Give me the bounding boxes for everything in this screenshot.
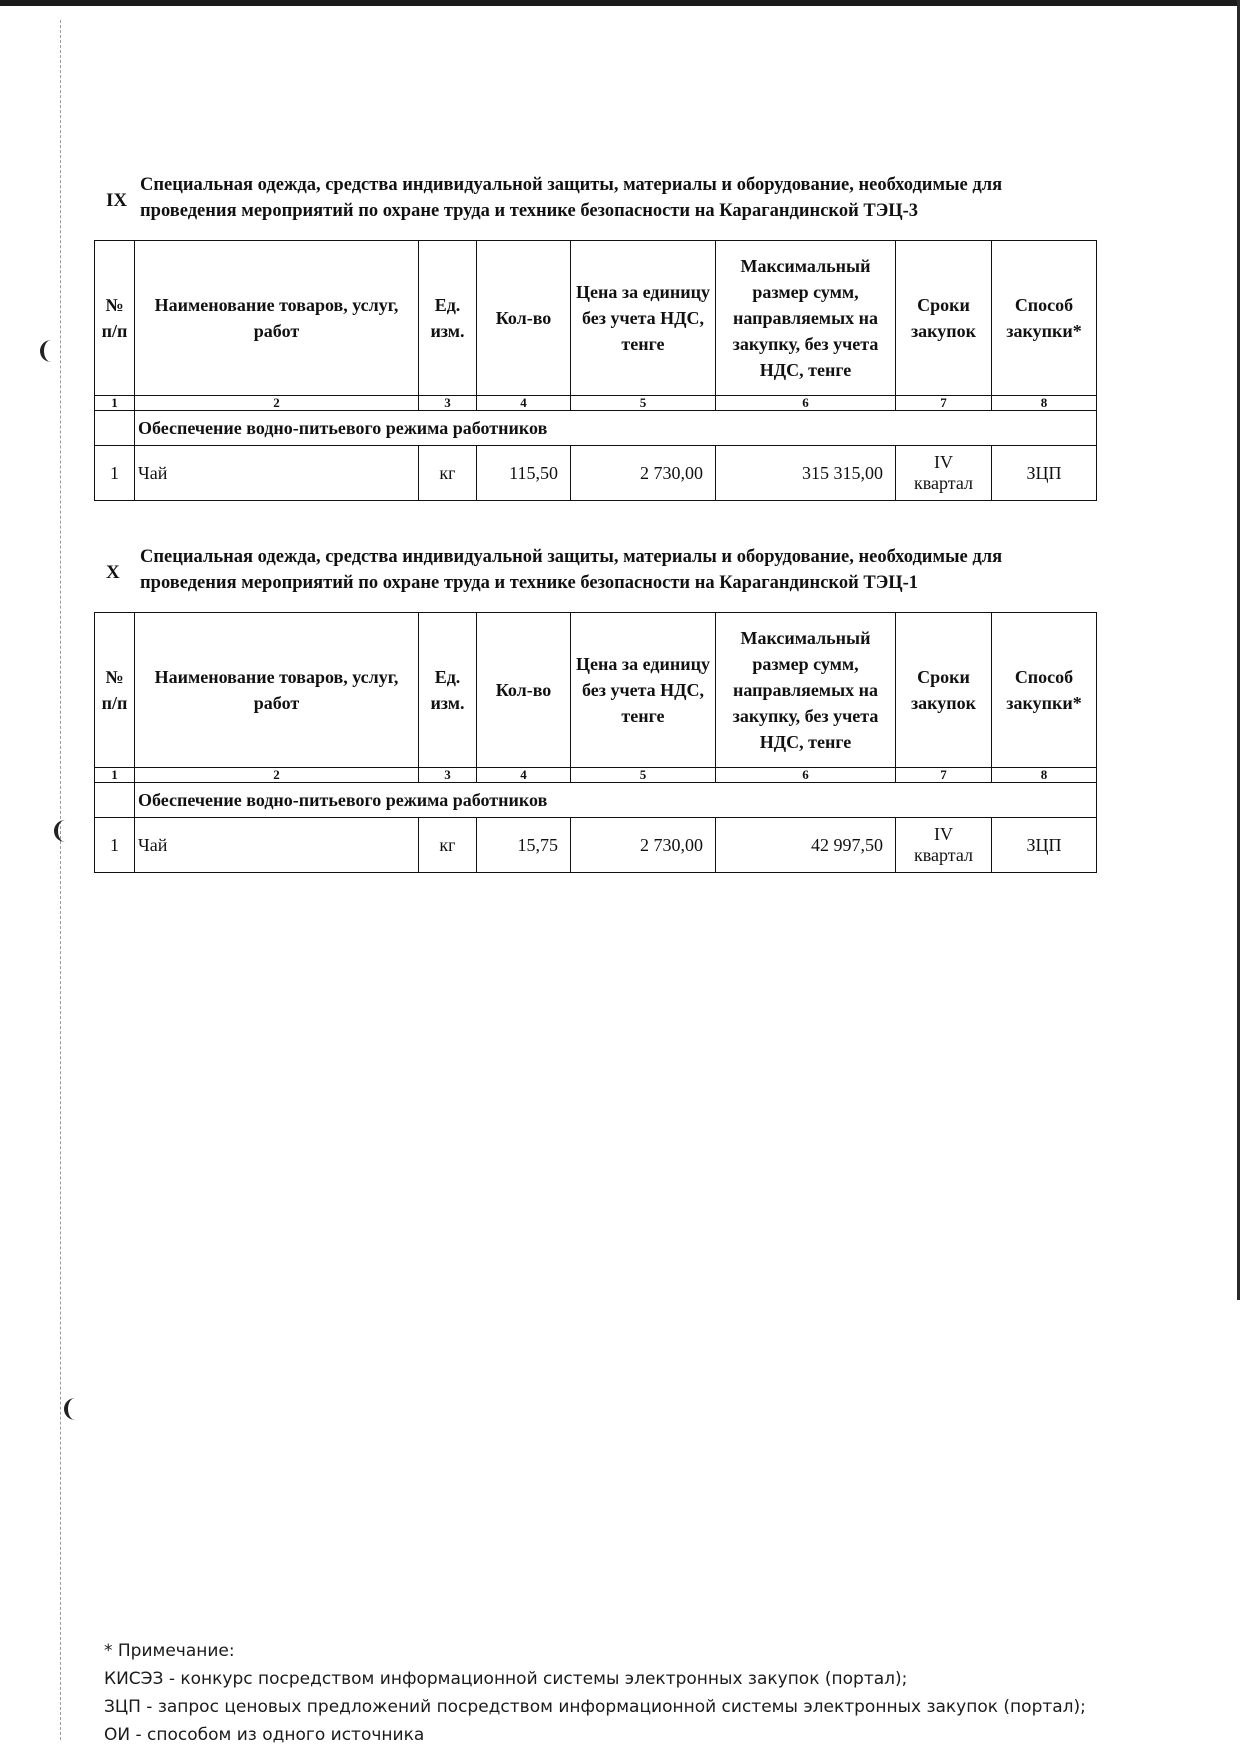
cell-terms-quarter: IV [934,824,953,844]
cell-method: ЗЦП [992,818,1097,873]
cell-terms-label: квартал [914,473,973,493]
punch-hole-mark [40,340,54,362]
cell-price: 2 730,00 [571,818,716,873]
cell-qty: 115,50 [477,446,571,501]
section-title: Специальная одежда, средства индивидуальной защиты, материалы и оборудование, необходимые для проведения мероприятий по охране труда и технике безопасности на Карагандинской ТЭЦ-1 [140,547,1003,593]
column-number: 8 [992,768,1097,783]
cell-terms-quarter: IV [934,452,953,472]
punch-hole-mark [54,820,68,842]
group-row [95,411,1097,446]
column-number: 2 [135,768,419,783]
procurement-table [94,240,1097,501]
header-price: Цена за единицу без учета НДС, тенге [571,613,716,768]
punch-hole-mark [64,1398,78,1420]
header-qty: Кол-во [477,613,571,768]
column-number: 3 [419,768,477,783]
header-method: Способ закупки* [992,241,1097,396]
header-max-sum: Максимальный размер сумм, направляемых на закупку, без учета НДС, тенге [716,241,896,396]
cell-method: ЗЦП [992,446,1097,501]
header-unit: Ед. изм. [419,613,477,768]
header-row [95,241,1097,396]
section-number: IX [106,190,128,211]
header-qty: Кол-во [477,241,571,396]
cell-unit: кг [419,818,477,873]
cell-terms [896,446,992,501]
cell-name: Чай [135,818,419,873]
header-no: № п/п [95,241,135,396]
footnote-line: ОИ - способом из одного источника [104,1725,425,1745]
column-number: 7 [896,396,992,411]
cell-max-sum: 315 315,00 [716,446,896,501]
footnote [104,1637,1086,1749]
cell-terms-label: квартал [914,845,973,865]
column-number: 4 [477,768,571,783]
column-number: 5 [571,768,716,783]
cell-qty: 15,75 [477,818,571,873]
column-number: 2 [135,396,419,411]
header-method: Способ закупки* [992,613,1097,768]
cell-unit: кг [419,446,477,501]
footnote-line: КИСЭЗ - конкурс посредством информационной системы электронных закупок (портал); [104,1669,908,1689]
section-number: X [106,562,120,583]
header-no: № п/п [95,613,135,768]
section-ix [94,172,1096,501]
cell-no: 1 [95,446,135,501]
header-name: Наименование товаров, услуг, работ [135,241,419,396]
procurement-table [94,612,1097,873]
section-x [94,544,1096,873]
header-terms: Сроки закупок [896,613,992,768]
column-number: 3 [419,396,477,411]
group-empty-cell [95,783,135,818]
header-name: Наименование товаров, услуг, работ [135,613,419,768]
column-number-row [95,396,1097,411]
section-heading [94,172,1096,236]
scan-top-edge [0,0,1240,6]
column-number-row [95,768,1097,783]
section-title: Специальная одежда, средства индивидуальной защиты, материалы и оборудование, необходимые для проведения мероприятий по охране труда и технике безопасности на Карагандинской ТЭЦ-3 [140,175,1003,221]
footnote-line: ЗЦП - запрос ценовых предложений посредством информационной системы электронных закупок (портал); [104,1697,1086,1717]
cell-name: Чай [135,446,419,501]
column-number: 4 [477,396,571,411]
table-row [95,818,1097,873]
column-number: 8 [992,396,1097,411]
table-row [95,446,1097,501]
cell-terms [896,818,992,873]
column-number: 7 [896,768,992,783]
group-row [95,783,1097,818]
header-unit: Ед. изм. [419,241,477,396]
header-price: Цена за единицу без учета НДС, тенге [571,241,716,396]
column-number: 6 [716,768,896,783]
cell-price: 2 730,00 [571,446,716,501]
group-title: Обеспечение водно-питьевого режима работников [135,411,1097,446]
header-max-sum: Максимальный размер сумм, направляемых на закупку, без учета НДС, тенге [716,613,896,768]
column-number: 5 [571,396,716,411]
footnote-heading: * Примечание: [104,1641,235,1661]
cell-max-sum: 42 997,50 [716,818,896,873]
header-row [95,613,1097,768]
column-number: 1 [95,768,135,783]
column-number: 6 [716,396,896,411]
group-empty-cell [95,411,135,446]
cell-no: 1 [95,818,135,873]
section-heading [94,544,1096,608]
header-terms: Сроки закупок [896,241,992,396]
scan-margin-line [60,20,62,1740]
group-title: Обеспечение водно-питьевого режима работников [135,783,1097,818]
column-number: 1 [95,396,135,411]
